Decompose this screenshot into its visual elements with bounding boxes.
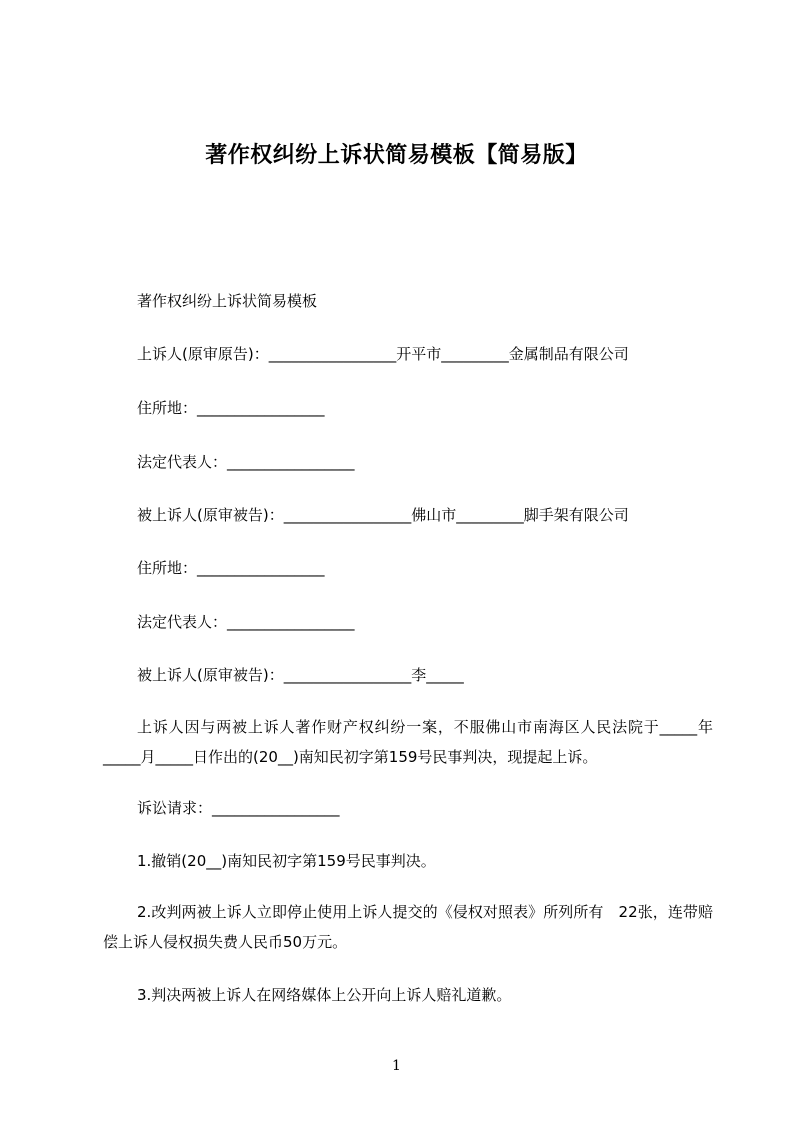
claim-item-1: 1.撤销(20__)南知民初字第159号民事判决。 — [137, 852, 436, 870]
appellee-one-address-line: 住所地：_________________ — [137, 559, 325, 577]
document-title: 著作权纠纷上诉状简易模板【简易版】 — [205, 143, 588, 168]
appellee-two-line: 被上诉人(原审被告)：_________________李_____ — [137, 666, 464, 684]
page-number: 1 — [392, 1058, 401, 1074]
claim-item-3: 3.判决两被上诉人在网络媒体上公开向上诉人赔礼道歉。 — [137, 986, 512, 1004]
claims-label: 诉讼请求：_________________ — [137, 799, 340, 817]
document-subtitle: 著作权纠纷上诉状简易模板 — [137, 292, 318, 310]
appellant-representative-line: 法定代表人：_________________ — [137, 453, 355, 471]
appeal-statement-paragraph: 上诉人因与两被上诉人著作财产权纠纷一案，不服佛山市南海区人民法院于_____年_____月_____日作出的(20__)南知民初字第159号民事判决，现提起上诉。 — [103, 718, 713, 766]
appellee-one-representative-line: 法定代表人：_________________ — [137, 613, 355, 631]
claim-item-2: 2.改判两被上诉人立即停止使用上诉人提交的《侵权对照表》所列所有 22张，连带赔偿上诉人侵权损失费人民币50万元。 — [103, 903, 713, 951]
appellant-address-line: 住所地：_________________ — [137, 399, 325, 417]
appellee-one-line: 被上诉人(原审被告)：_________________佛山市_________脚手架有限公司 — [137, 506, 629, 524]
appellant-line: 上诉人(原审原告)：_________________开平市_________金属制品有限公司 — [137, 345, 629, 363]
